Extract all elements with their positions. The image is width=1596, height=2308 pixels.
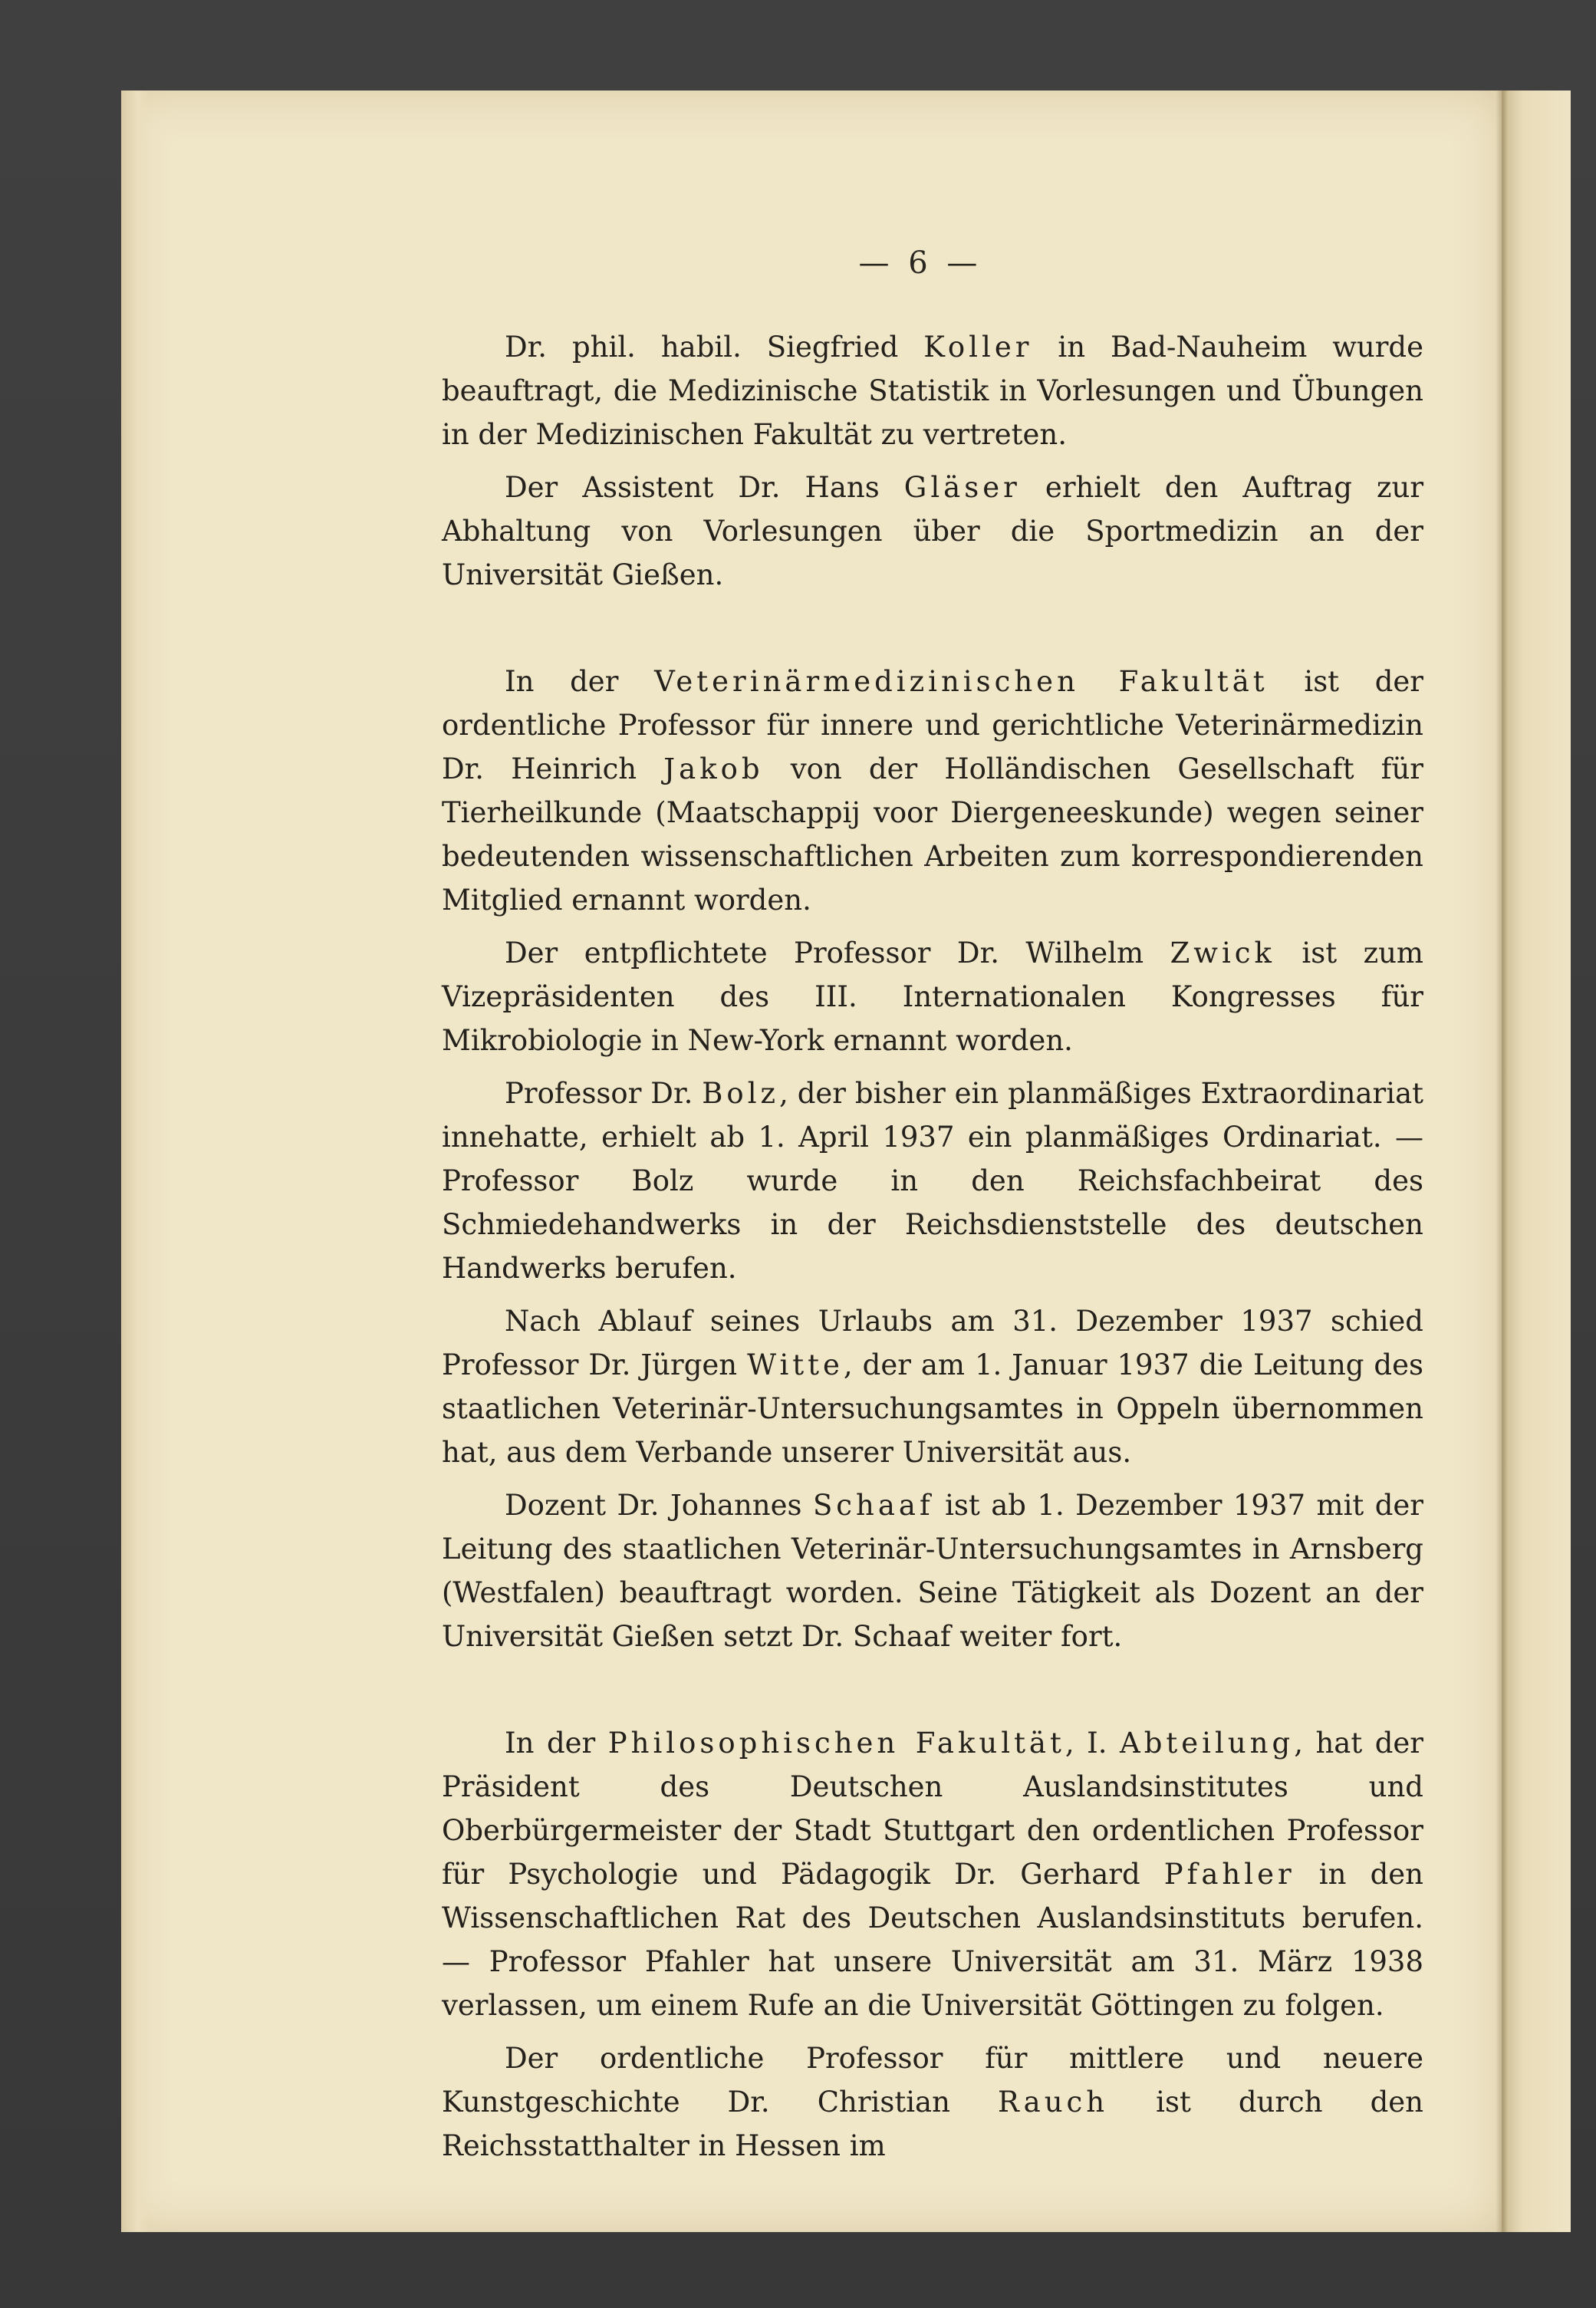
text-run: in Bad-Nauheim wurde beauftragt, die Medizinische Statistik in Vorlesungen und Übungen in der Medizinischen Fakultät zu vertreten. (442, 331, 1423, 451)
paragraph-zwick (442, 931, 1423, 1062)
text-run: Der ordentliche Professor für mittlere und neuere Kunstgeschichte Dr. Christian (442, 2042, 1423, 2119)
text-run: , hat der Präsident des Deutschen Auslandsinstitutes und Oberbürgermeister der Stadt Stuttgart den ordentlichen Professor für Psychologie und Pädagogik Dr. Gerhard (442, 1727, 1423, 1891)
paragraph-witte (442, 1299, 1423, 1474)
text-run: , der bisher ein planmäßiges Extraordinariat innehatte, erhielt ab 1. April 1937 ein planmäßiges Ordinariat. — Professor Bolz wurde in den Reichsfachbeirat des Schmiedehandwerks in der Reichsdienststelle des deutschen Handwerks berufen. (442, 1077, 1423, 1285)
text-run: in den Wissenschaftlichen Rat des Deutschen Auslandsinstituts berufen. — Professor Pfahler hat unsere Universität am 31. März 1938 verlassen, um einem Rufe an die Universität Göttingen zu folgen. (442, 1858, 1423, 2022)
text-run: ist durch den Reichsstatthalter in Hessen im (442, 2086, 1424, 2162)
emphasized-name: Koller (923, 331, 1033, 364)
emphasized-name: Jakob (663, 752, 764, 785)
emphasized-name: Witte (747, 1348, 844, 1381)
text-run: In der (505, 665, 655, 698)
paragraph-schaaf (442, 1483, 1423, 1658)
text-run: ist ab 1. Dezember 1937 mit der Leitung des staatlichen Veterinär-Untersuchungsamtes in Arnsberg (Westfalen) beauftragt worden. Seine Tätigkeit als Dozent an der Universität Gießen setzt Dr. Schaaf weiter fort. (442, 1489, 1423, 1653)
text-run: ist der ordentliche Professor für innere und gerichtliche Veterinärmedizin Dr. Heinrich (442, 665, 1423, 785)
emphasized-name: Schaaf (812, 1489, 934, 1522)
text-run: erhielt den Auftrag zur Abhaltung von Vorlesungen über die Sportmedizin an der Universität Gießen. (442, 471, 1424, 591)
emphasized-name: Abteilung (1120, 1727, 1295, 1760)
emphasized-name: Gläser (903, 471, 1021, 504)
text-run: von der Holländischen Gesellschaft für Tierheilkunde (Maatschappij voor Diergeneeskunde) wegen seiner bedeutenden wissenschaftlichen Arbeiten zum korrespondierenden Mitglied ernannt worden. (442, 752, 1423, 917)
text-run: , der am 1. Januar 1937 die Leitung des staatlichen Veterinär-Untersuchungsamtes in Oppeln übernommen hat, aus dem Verbande unserer Universität aus. (442, 1348, 1423, 1469)
facing-page-edge (1502, 91, 1571, 2232)
emphasized-name: Bolz (702, 1077, 780, 1110)
emphasized-name: Philosophischen Fakultät (607, 1727, 1065, 1760)
paragraph-bolz (442, 1072, 1423, 1290)
paragraph-glaeser (442, 466, 1423, 597)
text-run: ist zum Vizepräsidenten des III. Internationalen Kongresses für Mikrobiologie in New-York ernannt worden. (442, 937, 1423, 1057)
text-run: Der Assistent Dr. Hans (505, 471, 904, 504)
paragraph-koller (442, 325, 1423, 456)
page-edge (121, 91, 149, 2232)
text-run: Dr. phil. habil. Siegfried (505, 331, 924, 364)
page-number: — 6 — (858, 245, 982, 281)
emphasized-name: Veterinärmedizinischen Fakultät (654, 665, 1269, 698)
emphasized-name: Pfahler (1163, 1858, 1295, 1891)
text-run: , I. (1065, 1727, 1120, 1760)
emphasized-name: Rauch (997, 2086, 1109, 2119)
text-run: In der (505, 1727, 608, 1760)
body-text (442, 325, 1423, 2177)
paragraph-rauch (442, 2036, 1423, 2168)
emphasized-name: Zwick (1170, 937, 1275, 970)
paragraph-pfahler (442, 1721, 1423, 2027)
text-run: Dozent Dr. Johannes (505, 1489, 813, 1522)
paragraph-jakob (442, 660, 1423, 922)
text-run: Der entpflichtete Professor Dr. Wilhelm (505, 937, 1170, 970)
text-run: Nach Ablauf seines Urlaubs am 31. Dezember 1937 schied Professor Dr. Jürgen (442, 1305, 1423, 1381)
text-run: Professor Dr. (505, 1077, 703, 1110)
page-gutter-shadow (1496, 91, 1508, 2232)
